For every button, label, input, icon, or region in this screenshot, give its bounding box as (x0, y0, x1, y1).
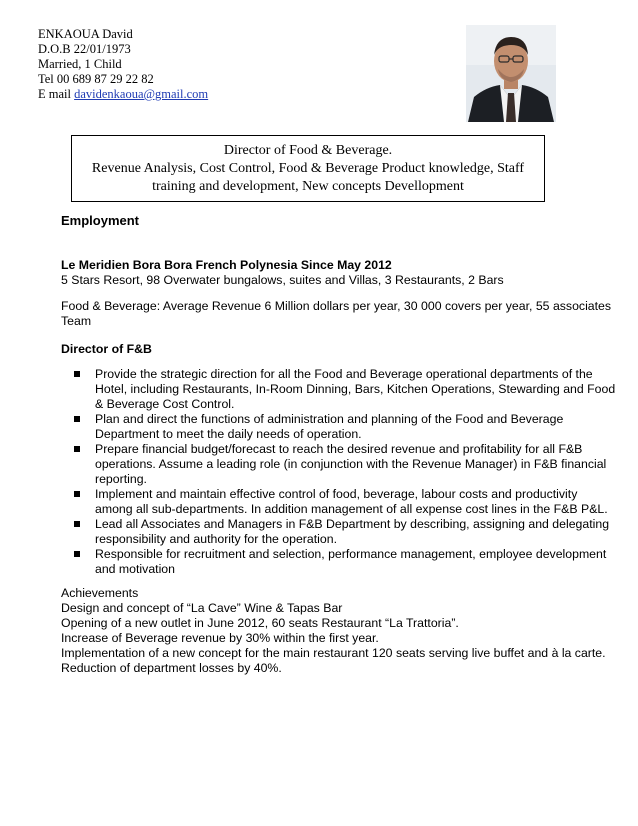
contact-name: ENKAOUA David (38, 27, 133, 41)
duty-item (61, 487, 616, 517)
duty-text: Provide the strategic direction for all the Food and Beverage operational departments of the Hotel, including Restaurants, In-Room Dinning, Bars, Kitchen Operations, Stewarding and Food & Beverage Cost Control. (95, 367, 616, 411)
duty-text: Lead all Associates and Managers in F&B Department by describing, assigning and delegating responsibility and authority for the operation. (95, 517, 610, 546)
duty-text: Prepare financial budget/forecast to reach the desired revenue and profitability for all F&B operations. Assume a leading role (in conjunction with the Revenue Manager) in F&B financial reporting. (95, 442, 607, 486)
achievement-item: Increase of Beverage revenue by 30% within the first year. (61, 631, 379, 645)
employment-section (61, 213, 616, 676)
contact-family: Married, 1 Child (38, 57, 122, 71)
contact-email-label: E mail (38, 87, 71, 101)
duty-item (61, 442, 616, 487)
contact-email-link[interactable]: davidenkaoua@gmail.com (74, 87, 209, 101)
role-title: Director of F&B (61, 342, 152, 356)
contact-email-row (38, 87, 208, 102)
duty-text: Responsible for recruitment and selection, performance management, employee development and motivation (95, 547, 607, 576)
duty-item (61, 412, 616, 442)
contact-dob: D.O.B 22/01/1973 (38, 42, 131, 56)
duty-item (61, 517, 616, 547)
achievement-item: Implementation of a new concept for the main restaurant 120 seats serving live buffet and à la carte. (61, 646, 606, 660)
duties-list (61, 367, 616, 577)
employment-heading: Employment (61, 213, 140, 228)
profile-summary-box (71, 135, 545, 202)
bullet-icon (74, 521, 80, 527)
resort-description: 5 Stars Resort, 98 Overwater bungalows, suites and Villas, 3 Restaurants, 2 Bars (61, 273, 504, 287)
bullet-icon (74, 371, 80, 377)
profile-photo (466, 25, 556, 122)
bullet-icon (74, 446, 80, 452)
contact-phone: Tel 00 689 87 29 22 82 (38, 72, 154, 86)
bullet-icon (74, 551, 80, 557)
duty-item (61, 367, 616, 412)
fb-stats: Food & Beverage: Average Revenue 6 Million dollars per year, 30 000 covers per year, 55 associates Team (61, 299, 612, 328)
achievement-item: Opening of a new outlet in June 2012, 60 seats Restaurant “La Trattoria”. (61, 616, 459, 630)
summary-skills-line-1: Revenue Analysis, Cost Control, Food & Beverage Product knowledge, Staff (91, 161, 525, 176)
duty-text: Implement and maintain effective control of food, beverage, labour costs and productivity among all sub-departments. In addition management of all expense cost lines in the F&B P&L. (95, 487, 608, 516)
achievement-item: Reduction of department losses by 40%. (61, 661, 282, 675)
summary-skills-line-2: training and development, New concepts Devellopment (152, 179, 464, 194)
achievements-heading: Achievements (61, 586, 139, 600)
duty-item (61, 547, 616, 577)
bullet-icon (74, 416, 80, 422)
achievement-item: Design and concept of “La Cave” Wine & Tapas Bar (61, 601, 343, 615)
summary-title: Director of Food & Beverage. (223, 143, 393, 158)
bullet-icon (74, 491, 80, 497)
company-name: Le Meridien Bora Bora French Polynesia Since May 2012 (61, 258, 392, 272)
profile-photo-image (466, 25, 556, 122)
contact-block (38, 27, 208, 102)
duty-text: Plan and direct the functions of administration and planning of the Food and Beverage Department to meet the daily needs of operation. (95, 412, 564, 441)
